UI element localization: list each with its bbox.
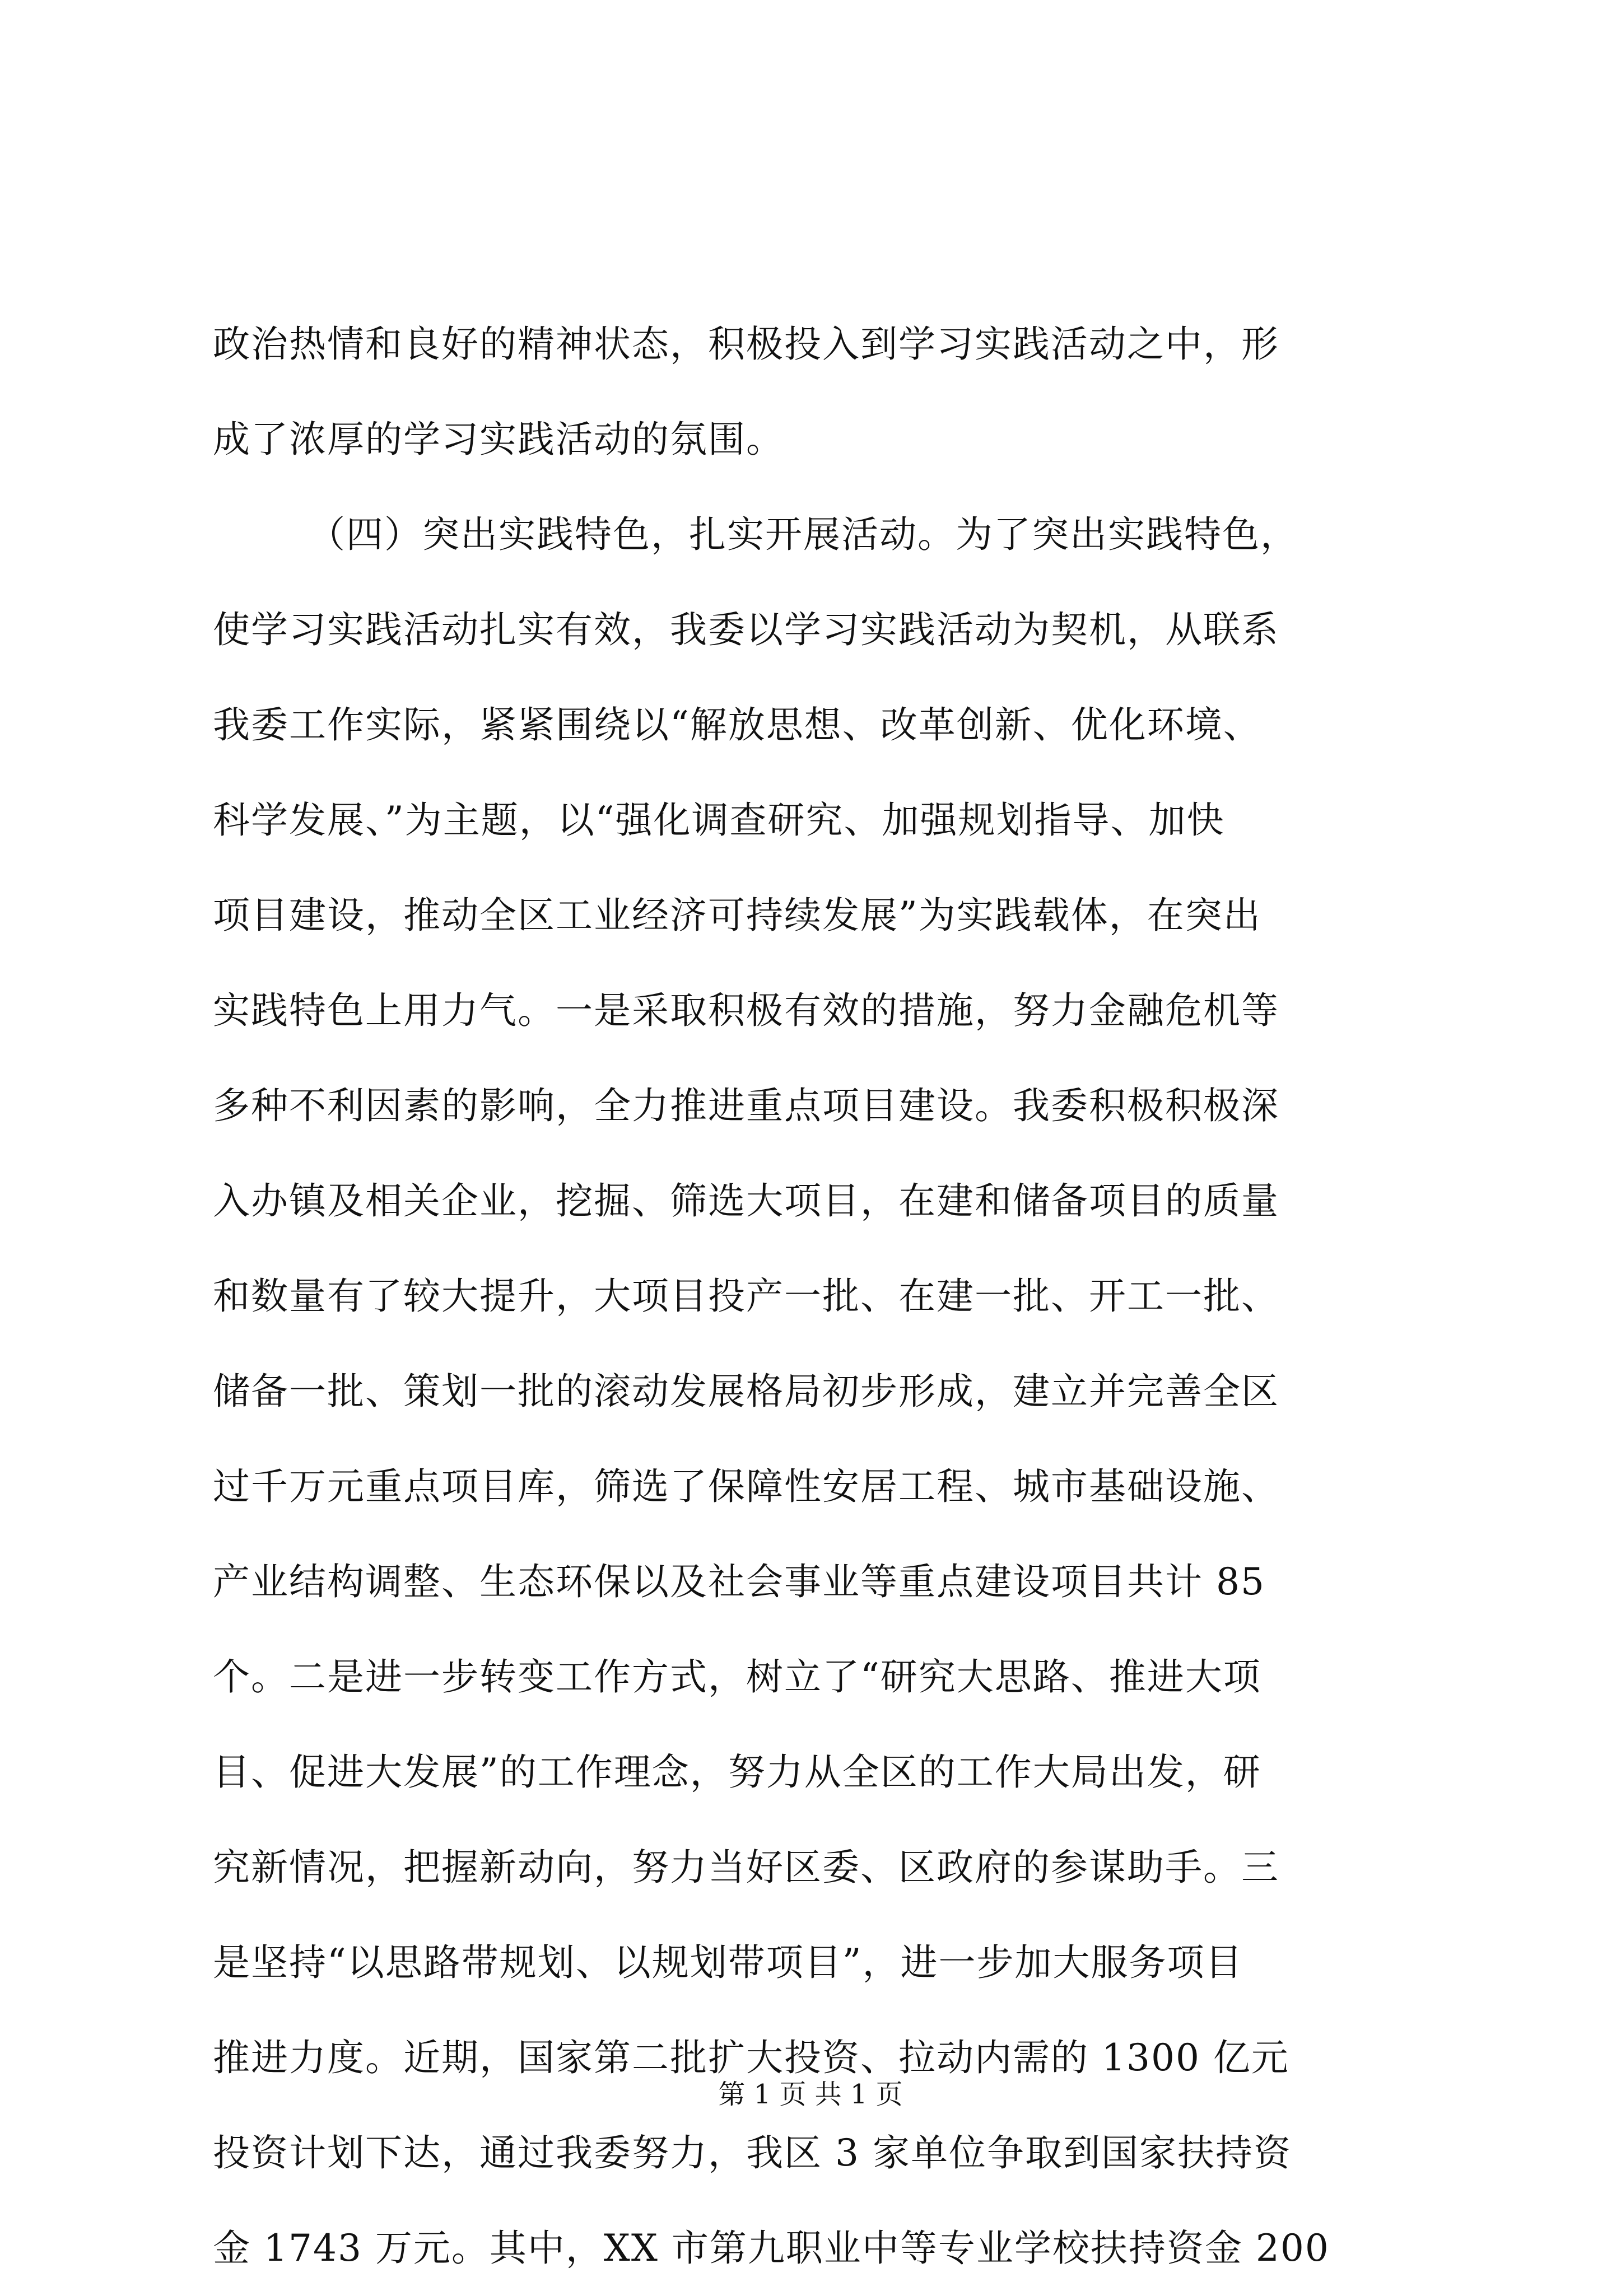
paragraph-start-line: （四）突出实践特色，扎实开展活动。为了突出实践特色，	[308, 513, 1298, 556]
text-line: 我委工作实际，紧紧围绕以“解放思想、改革创新、优化环境、	[213, 703, 1261, 746]
text-line: 政治热情和良好的精神状态，积极投入到学习实践活动之中，形	[213, 323, 1279, 366]
text-line: 实践特色上用力气。一是采取积极有效的措施，努力金融危机等	[213, 989, 1279, 1032]
text-line: 多种不利因素的影响，全力推进重点项目建设。我委积极积极深	[213, 1084, 1279, 1127]
text-line: 投资计划下达，通过我委努力，我区 3 家单位争取到国家扶持资	[213, 2131, 1292, 2174]
text-line: 目、促进大发展”的工作理念，努力从全区的工作大局出发，研	[213, 1751, 1261, 1794]
text-line: 科学发展、”为主题，以“强化调查研究、加强规划指导、加快	[213, 799, 1225, 842]
text-line: 和数量有了较大提升，大项目投产一批、在建一批、开工一批、	[213, 1275, 1279, 1318]
page-number-footer: 第 1 页 共 1 页	[718, 2079, 903, 2110]
text-line: 金 1743 万元。其中，XX 市第九职业中等专业学校扶持资金 200	[213, 2227, 1330, 2270]
text-line: 个。二是进一步转变工作方式，树立了“研究大思路、推进大项	[213, 1655, 1261, 1698]
text-line: 成了浓厚的学习实践活动的氛围。	[213, 418, 784, 461]
text-line: 产业结构调整、生态环保以及社会事业等重点建设项目共计 85	[213, 1560, 1265, 1603]
text-line: 推进力度。近期，国家第二批扩大投资、拉动内需的 1300 亿元	[213, 2036, 1289, 2079]
text-line: 入办镇及相关企业，挖掘、筛选大项目，在建和储备项目的质量	[213, 1179, 1279, 1222]
text-line: 储备一批、策划一批的滚动发展格局初步形成，建立并完善全区	[213, 1370, 1279, 1413]
body-text	[213, 297, 1412, 2296]
text-line: 项目建设，推动全区工业经济可持续发展”为实践载体，在突出	[213, 894, 1261, 937]
text-line: 究新情况，把握新动向，努力当好区委、区政府的参谋助手。三	[213, 1846, 1279, 1889]
text-line: 使学习实践活动扎实有效，我委以学习实践活动为契机，从联系	[213, 608, 1279, 651]
text-line: 过千万元重点项目库，筛选了保障性安居工程、城市基础设施、	[213, 1465, 1279, 1508]
text-line: 是坚持“以思路带规划、以规划带项目”，进一步加大服务项目	[213, 1941, 1243, 1984]
